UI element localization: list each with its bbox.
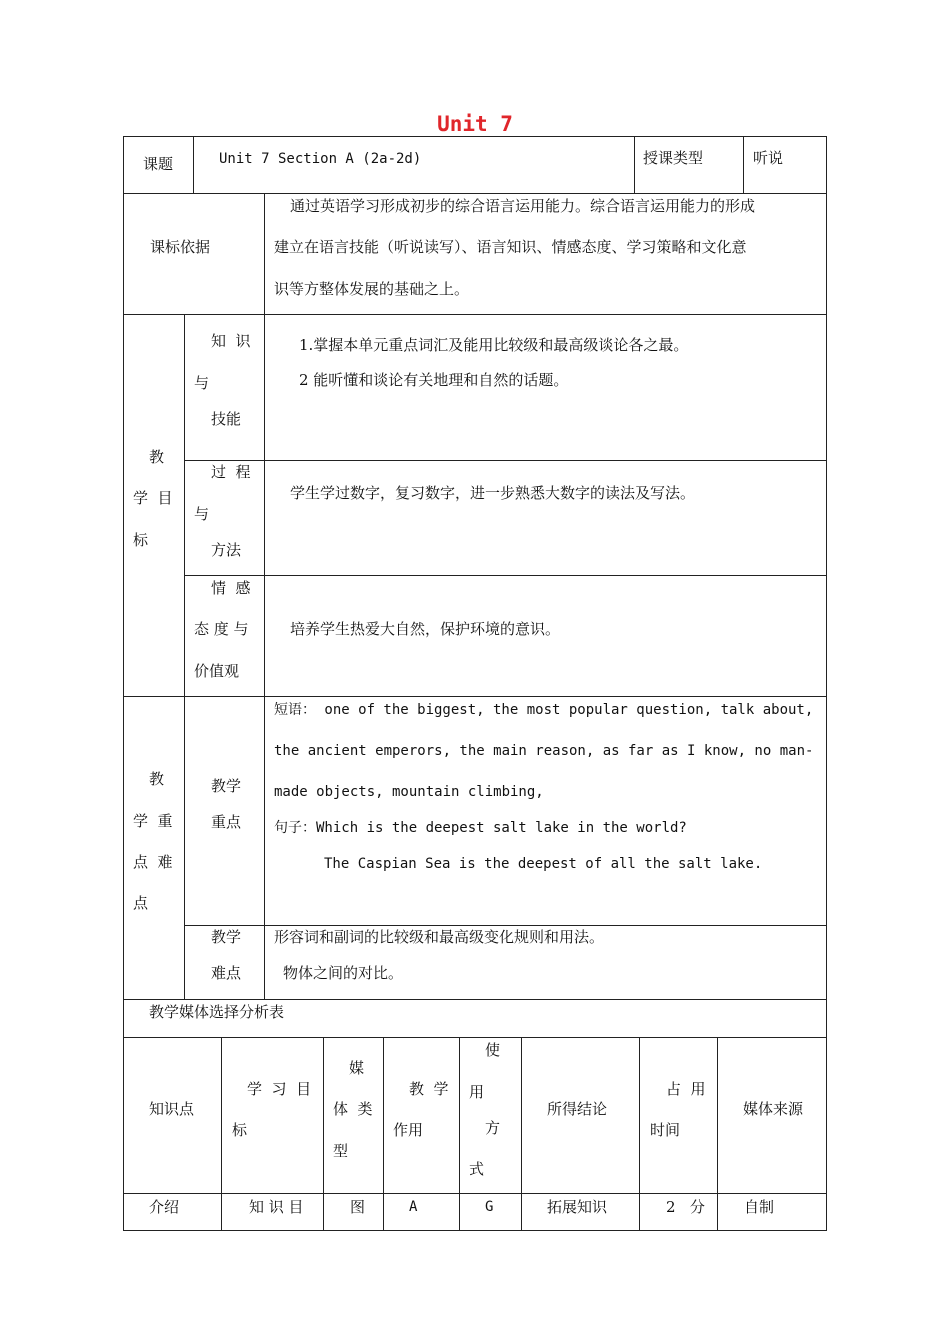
cell-goal: 知 识 目 [249, 1198, 304, 1216]
header-conclusion: 所得结论 [547, 1100, 608, 1118]
cell-usage: G [485, 1199, 494, 1215]
knowledge-objective-1: 1.掌握本单元重点词汇及能用比较级和最高级谈论各之最。 [299, 336, 689, 354]
standards-line-2: 建立在语言技能（听说读写）、语言知识、情感态度、学习策略和文化意 [274, 238, 747, 256]
cell-knowledge-point: 介绍 [149, 1198, 180, 1216]
subject-label: 课题 [143, 155, 174, 173]
header-source: 媒体来源 [743, 1100, 804, 1118]
standards-line-1: 通过英语学习形成初步的综合语言运用能力。综合语言运用能力的形成 [290, 197, 756, 215]
cell-conclusion: 拓展知识 [547, 1198, 608, 1216]
lesson-type-value: 听说 [753, 149, 784, 167]
document-title: Unit 7 [437, 112, 513, 136]
knowledge-objective-2: 2 能听懂和谈论有关地理和自然的话题。 [299, 371, 569, 389]
difficulty-point-2: 物体之间的对比。 [283, 964, 404, 982]
media-table-caption: 教学媒体选择分析表 [149, 1003, 285, 1021]
lesson-type-label: 授课类型 [643, 149, 704, 167]
difficulty-point-1: 形容词和副词的比较级和最高级变化规则和用法。 [274, 928, 605, 946]
cell-source: 自制 [744, 1198, 775, 1216]
process-objective: 学生学过数字，复习数字，进一步熟悉大数字的读法及写法。 [290, 484, 696, 502]
standards-label: 课标依据 [150, 238, 211, 256]
cell-media-type: 图 [350, 1198, 366, 1216]
cell-time: 2 分 [666, 1198, 705, 1216]
cell-role: A [409, 1199, 418, 1215]
subject-value: Unit 7 Section A (2a-2d) [219, 151, 422, 167]
emotion-objective: 培养学生热爱大自然，保护环境的意识。 [290, 620, 561, 638]
standards-line-3: 识等方整体发展的基础之上。 [274, 280, 470, 298]
header-knowledge-point: 知识点 [149, 1100, 195, 1118]
